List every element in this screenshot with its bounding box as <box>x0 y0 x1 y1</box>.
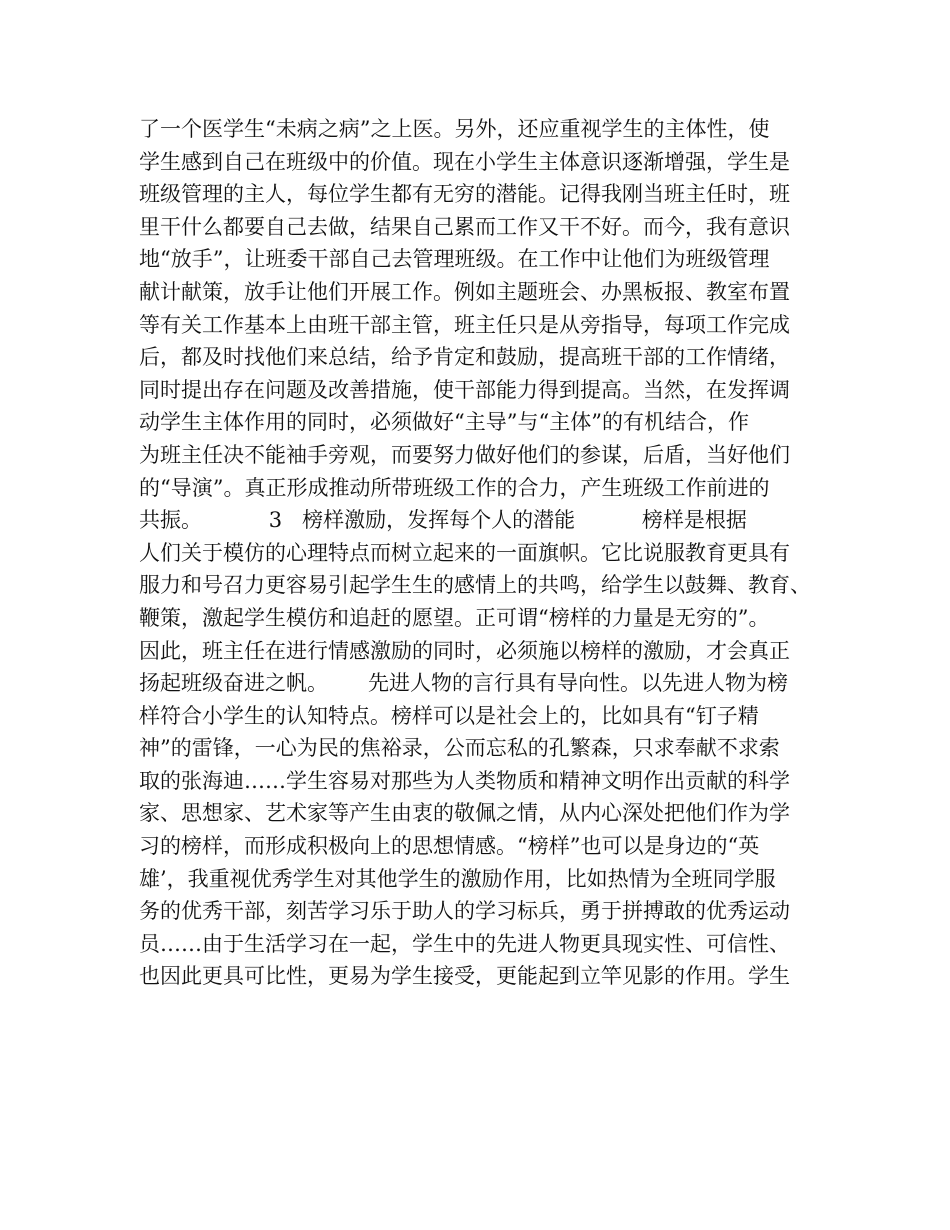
text-line: 班级管理的主人，每位学生都有无穷的潜能。记得我刚当班主任时，班 <box>139 182 790 207</box>
text-line: 等有关工作基本上由班干部主管，班主任只是从旁指导，每项工作完成 <box>139 312 790 337</box>
text-line: 习的榜样，而形成积极向上的思想情感。“榜样”也可以是身边的“英 <box>139 834 760 859</box>
text-line: 雄’，我重视优秀学生对其他学生的激励作用，比如热情为全班同学服 <box>139 866 776 891</box>
text-line: 的“导演”。真正形成推动所带班级工作的合力，产生班级工作前进的 <box>139 475 770 500</box>
text-line: 动学生主体作用的同时，必须做好“主导”与“主体”的有机结合，作 <box>139 410 749 435</box>
text-line: 学生感到自己在班级中的价值。现在小学生主体意识逐渐增强，学生是 <box>139 149 790 174</box>
text-line: 扬起班级奋进之帆。 先进人物的言行具有导向性。以先进人物为榜 <box>139 671 789 696</box>
text-line: 里干什么都要自己去做，结果自己累而工作又干不好。而今，我有意识 <box>139 214 790 239</box>
text-line: 地“放手”，让班委干部自己去管理班级。在工作中让他们为班级管理 <box>139 247 770 272</box>
text-line: 同时提出存在问题及改善措施，使干部能力得到提高。当然，在发挥调 <box>139 377 790 402</box>
text-line: 人们关于模仿的心理特点而树立起来的一面旗帜。它比说服教育更具有 <box>139 540 790 565</box>
body-text <box>139 113 839 993</box>
text-line: 取的张海迪……学生容易对那些为人类物质和精神文明作出贡献的科学 <box>139 768 790 793</box>
text-line: 为班主任决不能袖手旁观，而要努力做好他们的参谋，后盾，当好他们 <box>139 442 790 467</box>
text-line: 服力和号召力更容易引起学生生的感情上的共鸣，给学生以鼓舞、教育、 <box>139 573 811 598</box>
text-line: 员……由于生活学习在一起，学生中的先进人物更具现实性、可信性、 <box>139 931 790 956</box>
text-line: 鞭策，激起学生模仿和追赶的愿望。正可谓“榜样的力量是无穷的”。 <box>139 605 770 630</box>
text-line: 共振。 3 榜样激励，发挥每个人的潜能 榜样是根据 <box>139 508 747 533</box>
text-line: 因此，班主任在进行情感激励的同时，必须施以榜样的激励，才会真正 <box>139 638 790 663</box>
text-line: 务的优秀干部，刻苦学习乐于助人的学习标兵，勇于拼搏敢的优秀运动 <box>139 899 790 924</box>
text-line: 了一个医学生“未病之病”之上医。另外，还应重视学生的主体性，使 <box>139 117 770 141</box>
text-line: 神”的雷锋，一心为民的焦裕录，公而忘私的孔繁森，只求奉献不求索 <box>139 736 780 761</box>
text-line: 献计献策，放手让他们开展工作。例如主题班会、办黑板报、教室布置 <box>139 279 790 304</box>
text-line: 样符合小学生的认知特点。榜样可以是社会上的，比如具有“钉子精 <box>139 703 759 728</box>
text-line: 后，都及时找他们来总结，给予肯定和鼓励，提高班干部的工作情绪， <box>139 345 790 370</box>
text-line: 家、思想家、艺术家等产生由衷的敬佩之情，从内心深处把他们作为学 <box>139 801 790 826</box>
text-line: 也因此更具可比性，更易为学生接受，更能起到立竿见影的作用。学生 <box>139 964 790 989</box>
